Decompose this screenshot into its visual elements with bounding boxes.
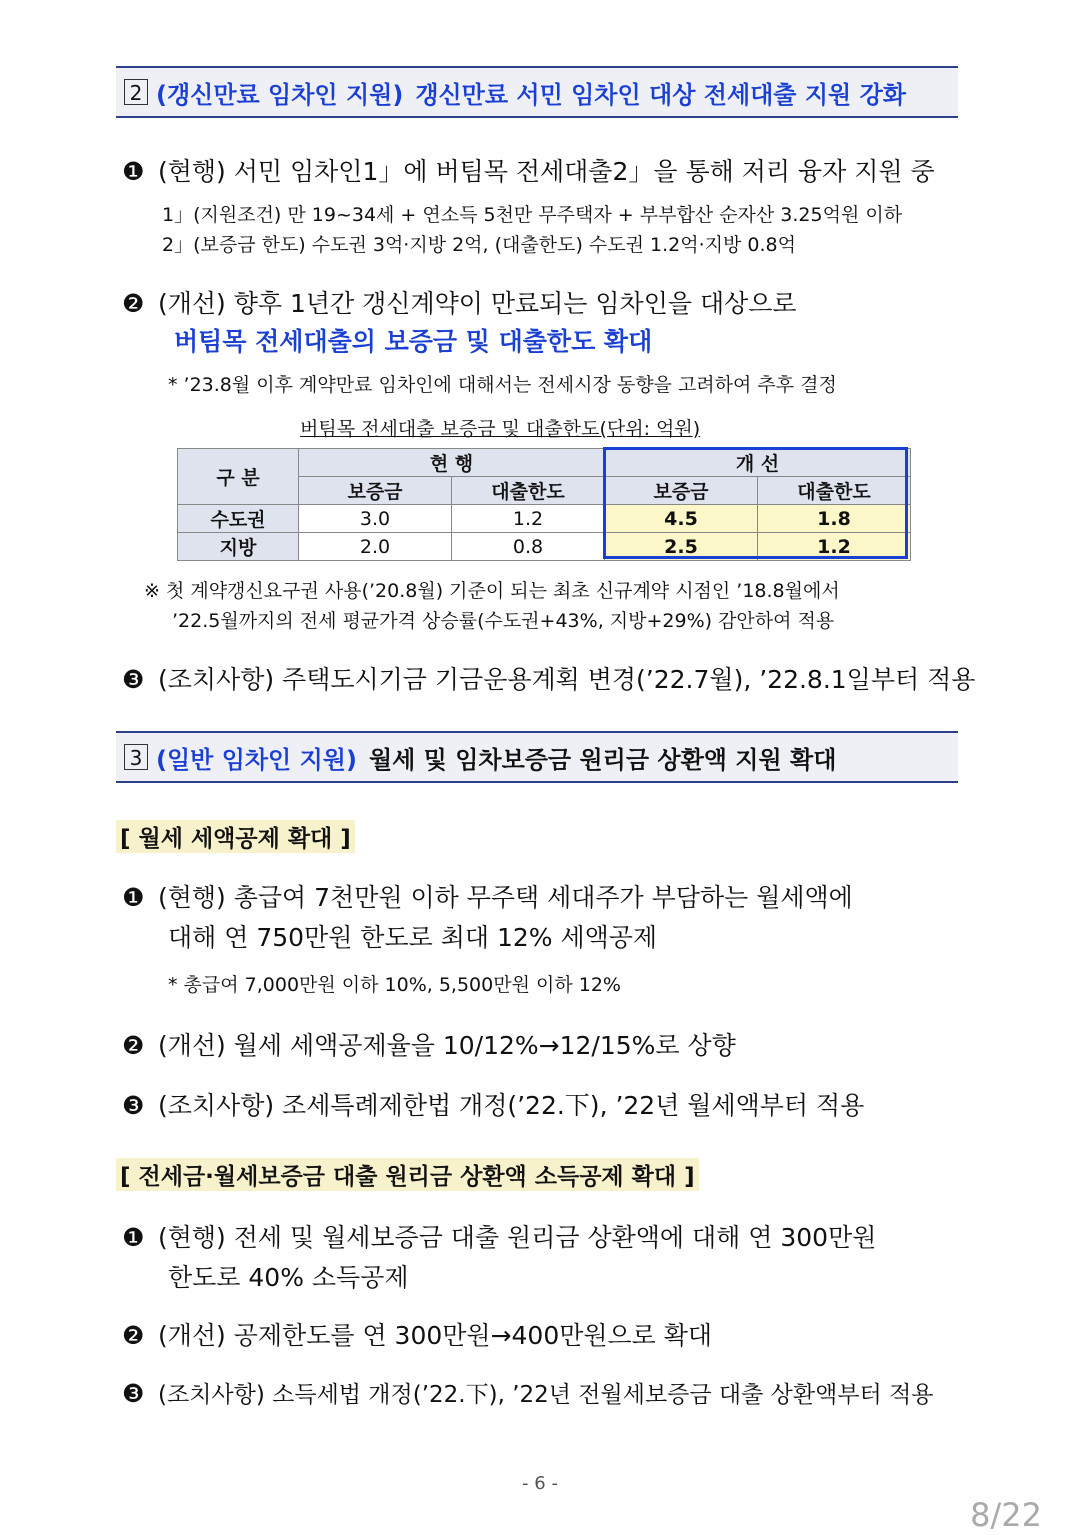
row-region: 지방 bbox=[178, 533, 299, 561]
header-category: 구 분 bbox=[178, 449, 299, 505]
item-text: (개선) 향후 1년간 갱신계약이 만료되는 임차인을 대상으로 bbox=[158, 289, 797, 318]
bullet-1-icon: ❶ bbox=[122, 157, 145, 186]
sec3b-item-1-line2: 한도로 40% 소득공제 bbox=[168, 1263, 409, 1292]
cell: 4.5 bbox=[605, 505, 758, 533]
bullet-3-icon: ❸ bbox=[122, 1379, 145, 1408]
sec3b-item-3 bbox=[122, 1376, 934, 1409]
loan-limit-table bbox=[177, 448, 911, 561]
section-label: (일반 임차인 지원) bbox=[156, 745, 357, 774]
item-text: (개선) 공제한도를 연 300만원→400만원으로 확대 bbox=[158, 1321, 713, 1350]
item-text: (개선) 월세 세액공제율을 10/12%→12/15%로 상향 bbox=[158, 1031, 736, 1060]
bullet-3-icon: ❸ bbox=[122, 665, 145, 694]
bullet-2-icon: ❷ bbox=[122, 1031, 145, 1060]
page-number: - 6 - bbox=[522, 1473, 558, 1494]
bullet-1-icon: ❶ bbox=[122, 1223, 145, 1252]
bullet-2-icon: ❷ bbox=[122, 289, 145, 318]
header-current: 현 행 bbox=[299, 449, 605, 477]
sec2-footnote-2: 2」(보증금 한도) 수도권 3억·지방 2억, (대출한도) 수도권 1.2억·지방 0.8억 bbox=[162, 234, 796, 256]
subsection-heading-rent-tax: [ 월세 세액공제 확대 ] bbox=[116, 820, 355, 853]
section-title: 월세 및 임차보증금 원리금 상환액 지원 확대 bbox=[368, 745, 837, 774]
item-text: (현행) 총급여 7천만원 이하 무주택 세대주가 부담하는 월세액에 bbox=[158, 883, 853, 912]
table-row bbox=[178, 533, 911, 561]
section-title: 갱신만료 서민 임차인 대상 전세대출 지원 강화 bbox=[415, 80, 906, 109]
table-row bbox=[178, 505, 911, 533]
cell: 3.0 bbox=[299, 505, 452, 533]
subsection-heading-income-deduction: [ 전세금·월세보증금 대출 원리금 상환액 소득공제 확대 ] bbox=[116, 1158, 699, 1191]
col-deposit: 보증금 bbox=[605, 477, 758, 505]
sec3b-item-1-line1 bbox=[122, 1218, 876, 1254]
sec2-item-2-note: * ’23.8월 이후 계약만료 임차인에 대해서는 전세시장 동향을 고려하여 추후 결정 bbox=[168, 374, 837, 396]
sec2-item-1 bbox=[122, 152, 935, 188]
sec2-item-2-line2: 버팀목 전세대출의 보증금 및 대출한도 확대 bbox=[174, 327, 653, 356]
sec3a-item-2 bbox=[122, 1026, 736, 1062]
row-region: 수도권 bbox=[178, 505, 299, 533]
section-number: 2 bbox=[124, 79, 148, 105]
item-text: (조치사항) 주택도시기금 기금운용계획 변경(’22.7월), ’22.8.1일부터 적용 bbox=[158, 665, 976, 694]
section-3-header bbox=[116, 731, 958, 783]
sec3a-item-3 bbox=[122, 1086, 864, 1122]
table-note-1: ※ 첫 계약갱신요구권 사용(’20.8월) 기준이 되는 최초 신규계약 시점인 ’18.8월에서 bbox=[144, 580, 840, 602]
bullet-3-icon: ❸ bbox=[122, 1091, 145, 1120]
col-limit: 대출한도 bbox=[758, 477, 911, 505]
header-improved: 개 선 bbox=[605, 449, 911, 477]
table-caption: 버팀목 전세대출 보증금 및 대출한도(단위: 억원) bbox=[300, 418, 701, 440]
col-limit: 대출한도 bbox=[452, 477, 605, 505]
cell: 1.2 bbox=[452, 505, 605, 533]
bullet-2-icon: ❷ bbox=[122, 1321, 145, 1350]
section-number: 3 bbox=[124, 744, 148, 770]
section-2-header bbox=[116, 66, 958, 118]
table-note-2: ’22.5월까지의 전세 평균가격 상승률(수도권+43%, 지방+29%) 감안하여 적용 bbox=[172, 610, 835, 632]
sec3a-item-1-line2: 대해 연 750만원 한도로 최대 12% 세액공제 bbox=[168, 923, 658, 952]
bullet-1-icon: ❶ bbox=[122, 883, 145, 912]
item-text: (조치사항) 조세특례제한법 개정(’22.下), ’22년 월세액부터 적용 bbox=[158, 1091, 865, 1120]
sec2-item-3 bbox=[122, 660, 975, 696]
cell: 2.0 bbox=[299, 533, 452, 561]
sec2-item-2-line1 bbox=[122, 284, 797, 320]
sec3a-item-1-note: * 총급여 7,000만원 이하 10%, 5,500만원 이하 12% bbox=[168, 974, 621, 996]
sec2-footnote-1: 1」(지원조건) 만 19~34세 + 연소득 5천만 무주택자 + 부부합산 순자산 3.25억원 이하 bbox=[162, 204, 903, 226]
sec3b-item-2 bbox=[122, 1316, 712, 1352]
item-text: (현행) 서민 임차인1」에 버팀목 전세대출2」을 통해 저리 융자 지원 중 bbox=[158, 157, 935, 186]
cell: 1.8 bbox=[758, 505, 911, 533]
sec3a-item-1-line1 bbox=[122, 878, 853, 914]
cell: 2.5 bbox=[605, 533, 758, 561]
item-text: (조치사항) 소득세법 개정(’22.下), ’22년 전월세보증금 대출 상환액부터 적용 bbox=[158, 1382, 934, 1408]
cell: 1.2 bbox=[758, 533, 911, 561]
cell: 0.8 bbox=[452, 533, 605, 561]
section-label: (갱신만료 임차인 지원) bbox=[156, 80, 404, 109]
page-indicator-badge: 8/22 bbox=[970, 1496, 1042, 1534]
col-deposit: 보증금 bbox=[299, 477, 452, 505]
item-text: (현행) 전세 및 월세보증금 대출 원리금 상환액에 대해 연 300만원 bbox=[158, 1223, 877, 1252]
